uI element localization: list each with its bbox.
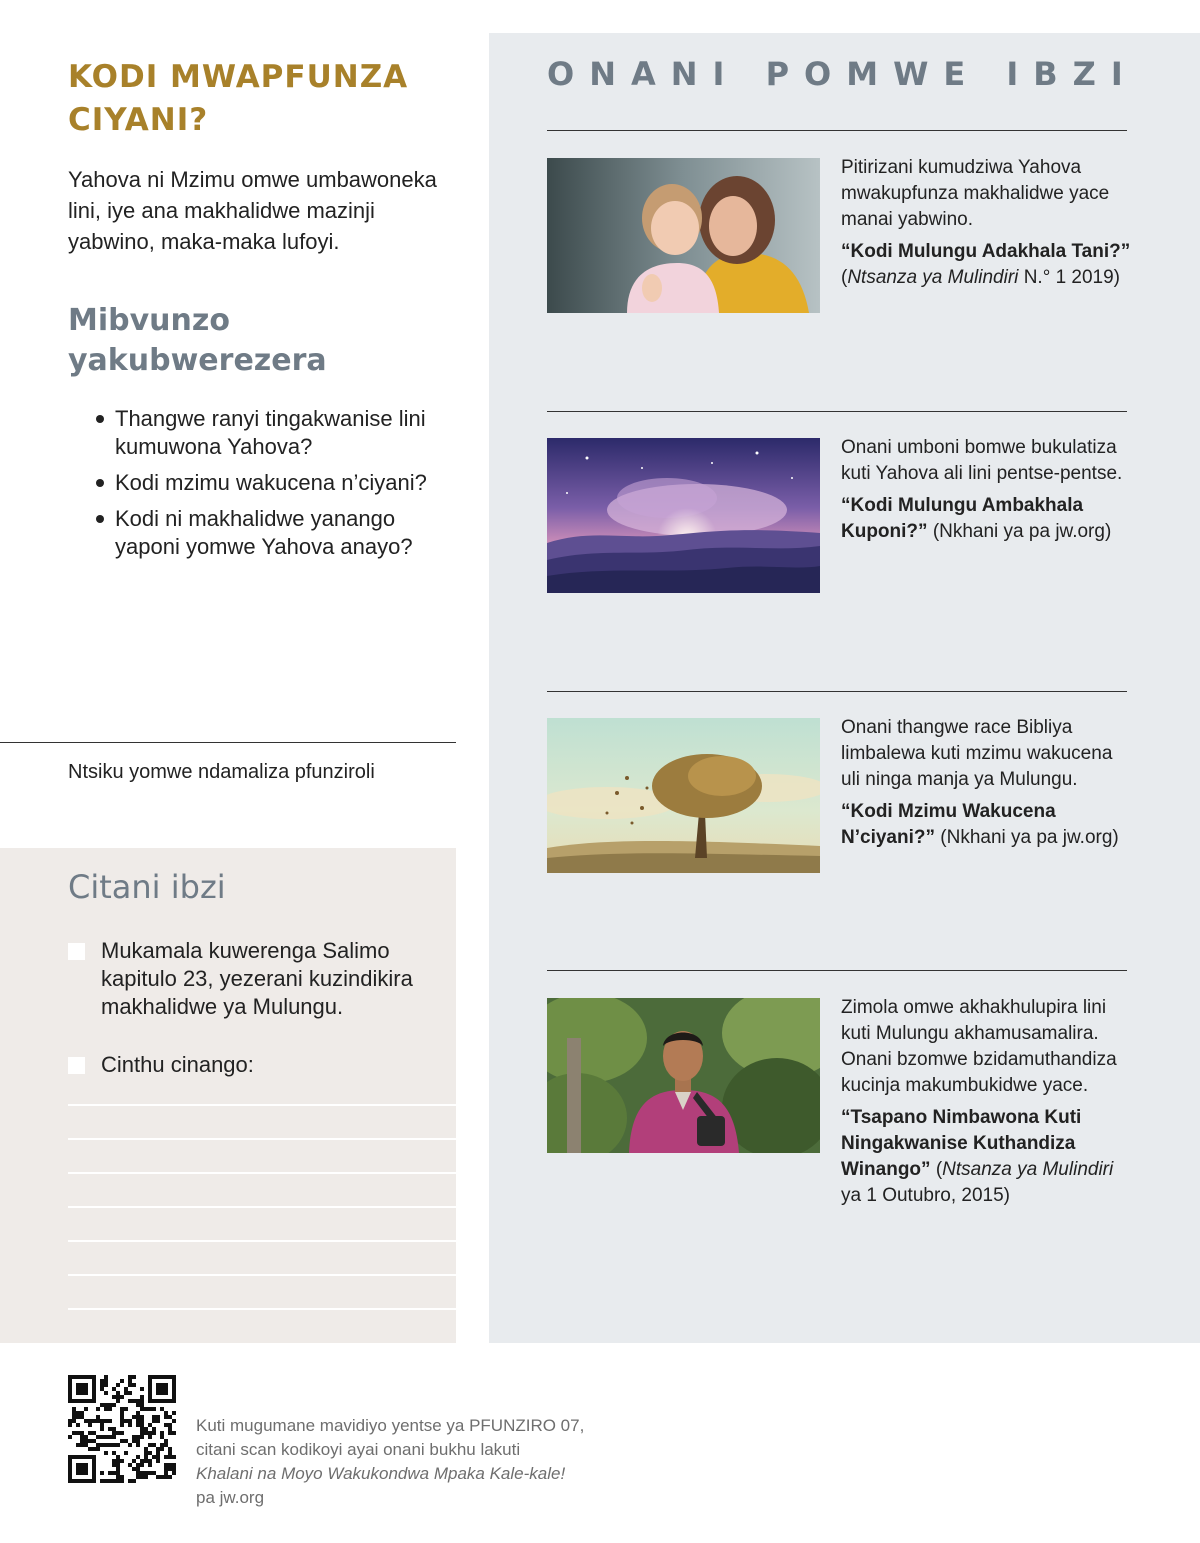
- explore-item-reference[interactable]: “Tsapano Nimbawona Kuti Ningakwanise Kuthandiza Winango” (Ntsanza ya Mulindiri ya 1 Outubro, 2015): [841, 1107, 1114, 1206]
- explore-item-1-text: [841, 155, 1131, 291]
- tree-wind-illustration[interactable]: [547, 718, 820, 873]
- publication-source: (Nkhani ya pa jw.org): [940, 827, 1119, 848]
- explore-item-title: “Kodi Mulungu Ambakhala Kuponi?”: [841, 495, 1084, 542]
- explore-item-reference[interactable]: “Kodi Mulungu Adakhala Tani?” (Ntsanza ya Mulindiri N.° 1 2019): [841, 241, 1131, 288]
- explore-item-reference[interactable]: [841, 799, 1131, 851]
- write-in-line[interactable]: [68, 1138, 456, 1140]
- explore-item-description: Pitirizani kumudziwa Yahova mwakupfunza makhalidwe yace manai yabwino.: [841, 157, 1110, 230]
- footer-line-2: citani scan kodikoyi ayai onani bukhu lakuti: [196, 1440, 521, 1459]
- review-questions-list: [68, 405, 458, 561]
- explore-item-4-text: [841, 995, 1131, 1209]
- explore-item-description: Onani umboni bomwe bukulatiza kuti Yahova ali lini pentse-pentse.: [841, 437, 1123, 484]
- task-label: Cinthu cinango:: [101, 1052, 254, 1077]
- write-in-line[interactable]: [68, 1274, 456, 1276]
- completion-date-line: [0, 742, 456, 743]
- lesson-summary-section: [68, 56, 458, 569]
- explore-item-description: Zimola omwe akhakhulupira lini kuti Mulungu akhamusamalira. Onani bzomwe bzidamuthandiza kucinja makumbukidwe yace.: [841, 997, 1117, 1096]
- write-in-line[interactable]: [68, 1172, 456, 1174]
- footer-site: pa jw.org: [196, 1488, 265, 1507]
- explore-item-reference[interactable]: [841, 493, 1131, 545]
- task-label: Mukamala kuwerenga Salimo kapitulo 23, yezerani kuzindikira makhalidwe ya Mulungu.: [101, 938, 413, 1019]
- activity-box: [0, 848, 456, 1343]
- explore-divider: [547, 970, 1127, 971]
- man-portrait-photo[interactable]: [547, 998, 820, 1153]
- activity-task-1: [68, 937, 428, 1021]
- write-in-line[interactable]: [68, 1240, 456, 1242]
- write-in-line[interactable]: [68, 1206, 456, 1208]
- publication-name: Ntsanza ya Mulindiri: [942, 1159, 1114, 1180]
- completion-date-label: Ntsiku yomwe ndamaliza pfunziroli: [68, 761, 375, 783]
- qr-code-icon[interactable]: [68, 1375, 176, 1483]
- publication-name: Ntsanza ya Mulindiri: [847, 267, 1019, 288]
- review-question: Kodi mzimu wakucena n’ciyani?: [96, 469, 458, 497]
- explore-divider: [547, 691, 1127, 692]
- book-title: Khalani na Moyo Wakukondwa Mpaka Kale-kale!: [196, 1464, 566, 1483]
- explore-heading: ONANI POMWE IBZI: [547, 55, 1138, 93]
- explore-item-3-text: [841, 715, 1131, 851]
- write-in-line[interactable]: [68, 1104, 456, 1106]
- publication-source: (Nkhani ya pa jw.org): [932, 521, 1112, 542]
- publication-issue: ya 1 Outubro, 2015): [841, 1185, 1010, 1206]
- sunrise-landscape-illustration[interactable]: [547, 438, 820, 593]
- summary-intro: Yahova ni Mzimu omwe umbawoneka lini, iye ana makhalidwe mazinji yabwino, maka-maka lufoyi.: [68, 167, 437, 254]
- footer-line-3[interactable]: [196, 1462, 584, 1510]
- explore-item-title: “Tsapano Nimbawona Kuti Ningakwanise Kuthandiza Winango”: [841, 1107, 1082, 1180]
- summary-heading: KODI MWAPFUNZA CIYANI?: [68, 59, 409, 138]
- explore-item-title: “Kodi Mulungu Adakhala Tani?”: [841, 241, 1131, 262]
- explore-divider: [547, 411, 1127, 412]
- write-in-line[interactable]: [68, 1308, 456, 1310]
- task-checkbox[interactable]: [68, 943, 85, 960]
- review-question: Kodi ni makhalidwe yanango yaponi yomwe Yahova anayo?: [96, 505, 458, 561]
- publication-issue: N.° 1 2019): [1023, 267, 1121, 288]
- review-question: Thangwe ranyi tingakwanise lini kumuwona Yahova?: [96, 405, 458, 461]
- activity-task-2: [68, 1051, 428, 1079]
- explore-item-2-text: [841, 435, 1131, 545]
- review-questions-heading: Mibvunzo yakubwerezera: [68, 303, 327, 378]
- explore-item-title: “Kodi Mzimu Wakucena N’ciyani?”: [841, 801, 1056, 848]
- activity-heading: Citani ibzi: [68, 868, 226, 906]
- mother-child-photo[interactable]: [547, 158, 820, 313]
- explore-divider: [547, 130, 1127, 131]
- task-checkbox[interactable]: [68, 1057, 85, 1074]
- footer-line-1: Kuti mugumane mavidiyo yentse ya PFUNZIRO 07,: [196, 1416, 585, 1435]
- explore-item-description: Onani thangwe race Bibliya limbalewa kuti mzimu wakucena uli ninga manja ya Mulungu.: [841, 717, 1113, 790]
- footer-note: [196, 1414, 584, 1510]
